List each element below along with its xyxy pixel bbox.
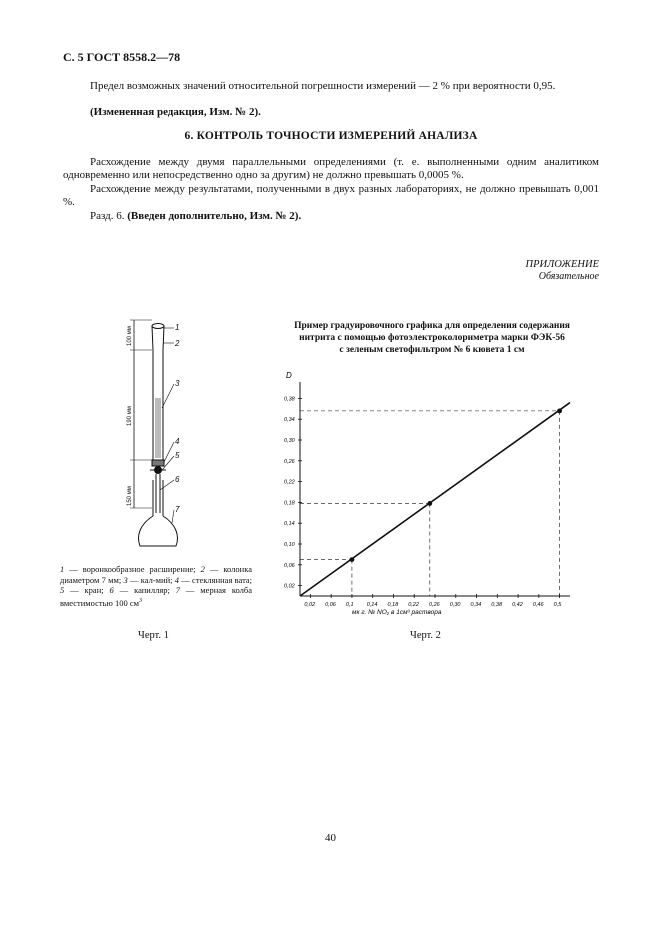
amendment-note-1: (Измененная редакция, Изм. № 2). (90, 106, 261, 118)
section-title: 6. КОНТРОЛЬ ТОЧНОСТИ ИЗМЕРЕНИЙ АНАЛИЗА (184, 130, 478, 142)
x-tick-label: 0,14 (366, 602, 378, 608)
chart-title-line-1: Пример градуировочного графика для определения содержания (294, 321, 570, 331)
section-note-bold: (Введен дополнительно, Изм. № 2). (127, 210, 302, 222)
y-tick-label: 0,34 (284, 417, 295, 424)
x-tick-label: 0,06 (325, 602, 336, 608)
y-tick-label: 0,26 (284, 458, 295, 465)
callout-1: 1 (175, 323, 180, 332)
legend-t5: — кран; (64, 585, 104, 595)
section-note-prefix: Разд. 6. (90, 210, 125, 222)
y-tick-label: 0,14 (284, 521, 295, 528)
callout-7: 7 (175, 505, 180, 514)
x-tick-label: 0,18 (387, 602, 399, 608)
column-filling (155, 398, 161, 458)
y-tick-label: 0,06 (284, 562, 295, 569)
paragraph-error-limit (63, 80, 599, 93)
x-tick-label: 0,38 (491, 602, 503, 608)
callout-2: 2 (175, 339, 180, 348)
appendix-title: ПРИЛОЖЕНИЕ (525, 259, 599, 270)
paragraph-section-note (63, 210, 599, 223)
callout-6: 6 (175, 475, 180, 484)
callout-4: 4 (175, 437, 180, 446)
caption-figure-1: Черт. 1 (138, 630, 169, 641)
legend-t7: — мерная колба вместимостью 100 см (60, 585, 253, 608)
chart-title-line-3: с зеленым светофильтром № 6 кювета 1 см (339, 345, 525, 355)
x-tick-label: 0,34 (470, 602, 482, 608)
legend-t6: — капилляр; (113, 585, 170, 595)
paragraph-error-limit-text: Предел возможных значений относительной погрешности измерений — 2 % при вероятности 0,95. (90, 80, 556, 92)
caption-figure-2: Черт. 2 (410, 630, 441, 641)
dim-190: 190 мм (127, 406, 133, 426)
figure-2-chart (272, 371, 582, 628)
y-tick-label: 0,30 (284, 438, 295, 444)
paragraph-parallel: Расхождение между двумя параллельными определениями (т. е. выполненными одним аналитиком одновременно или непосредственно одно за другим) не должно превышать 0,0005 %. (63, 156, 599, 181)
calibration-line (300, 403, 570, 596)
figure-1-legend (60, 564, 252, 608)
x-tick-label: 0,5 (553, 602, 562, 608)
glass-wool (152, 460, 164, 466)
appendix-subtitle: Обязательное (538, 271, 599, 282)
x-tick-label: 0,1 (345, 602, 354, 608)
appendix-label (526, 259, 600, 283)
legend-n7: 7 (175, 585, 180, 595)
chart-title-line-2: нитрита с помощью фотоэлектроколориметра марки ФЭК-56 (299, 333, 565, 343)
y-tick-label: 0,18 (284, 500, 295, 507)
data-point (427, 501, 432, 506)
y-tick-label: 0,38 (284, 396, 295, 403)
legend-n1: 1 (60, 564, 65, 574)
x-tick-label: 0,46 (532, 602, 544, 608)
volumetric-flask (139, 516, 178, 546)
y-tick-label: 0,02 (284, 583, 295, 590)
y-axis-label: D (286, 371, 292, 380)
funnel-top (152, 324, 164, 329)
paragraph-labs: Расхождение между результатами, полученными в двух разных лабораториях, не должно превышать 0,001 %. (63, 183, 599, 208)
legend-n2: 2 (200, 564, 205, 574)
legend-n4: 4 (174, 574, 180, 585)
legend-t4: — стеклянная вата; (179, 574, 253, 585)
page-number: 40 (325, 832, 336, 844)
x-tick-label: 0,22 (408, 602, 419, 608)
x-axis-label: мк г. № NO₂ в 1см³ раствора (352, 609, 442, 616)
callout-5: 5 (175, 451, 180, 460)
legend-t2: — колонка диаметром 7 мм; (60, 564, 252, 585)
data-point (350, 557, 355, 562)
data-point (557, 408, 562, 413)
dim-100: 100 мм (127, 326, 133, 346)
x-tick-label: 0,30 (449, 602, 461, 608)
legend-t1: — воронкообразное расширение; (64, 564, 196, 574)
figure-1-apparatus (120, 318, 200, 558)
y-tick-label: 0,22 (284, 479, 295, 486)
x-tick-label: 0,26 (429, 602, 440, 608)
legend-sup: 3 (138, 597, 142, 604)
legend-n6: 6 (109, 585, 114, 595)
legend-t3: — кал-мий; (127, 574, 173, 585)
callout-3: 3 (175, 379, 180, 388)
x-tick-label: 0,02 (304, 602, 316, 608)
chart-title (262, 320, 602, 356)
x-tick-label: 0,42 (512, 602, 523, 608)
legend-n5: 5 (60, 585, 65, 595)
y-tick-label: 0,10 (284, 542, 295, 548)
legend-n3: 3 (123, 574, 128, 585)
page-header: С. 5 ГОСТ 8558.2—78 (63, 50, 181, 64)
dim-150: 150 мм (127, 486, 133, 506)
